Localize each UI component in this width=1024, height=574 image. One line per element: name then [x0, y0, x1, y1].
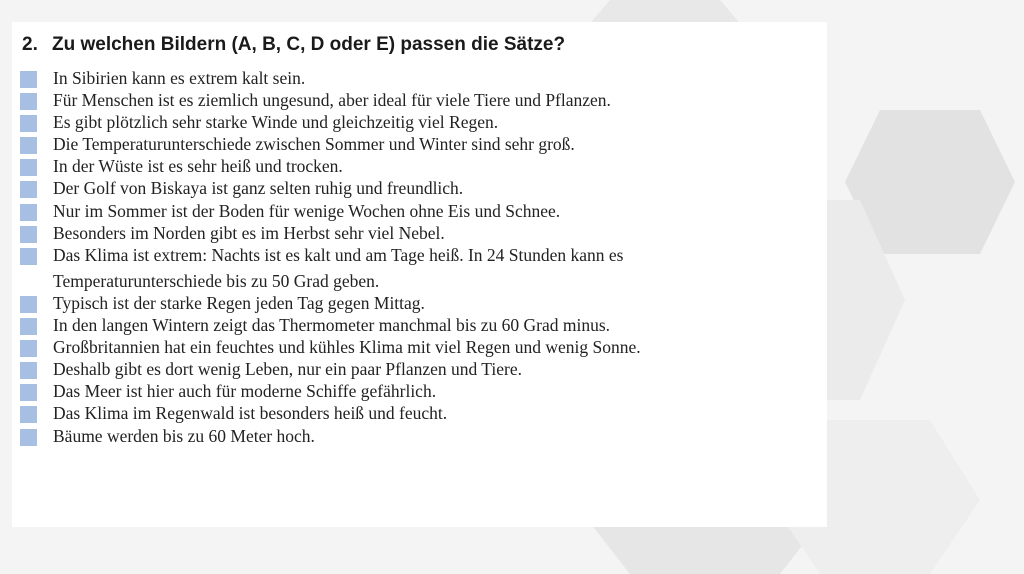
- sentence-text: [53, 242, 624, 294]
- sentence-text: [53, 423, 315, 449]
- answer-box[interactable]: [20, 181, 37, 198]
- exercise-number: 2.: [22, 34, 38, 55]
- answer-box[interactable]: [20, 429, 37, 446]
- answer-box[interactable]: [20, 115, 37, 132]
- answer-box[interactable]: [20, 296, 37, 313]
- sentence-line: Großbritannien hat ein feuchtes und kühles Klima mit viel Regen und wenig Sonne.: [53, 337, 641, 358]
- sentence-item: [20, 246, 641, 294]
- answer-box[interactable]: [20, 248, 37, 265]
- worksheet-page: [12, 22, 827, 527]
- sentence-line: In der Wüste ist es sehr heiß und trocken.: [53, 156, 343, 177]
- answer-box[interactable]: [20, 340, 37, 357]
- sentence-line: Deshalb gibt es dort wenig Leben, nur ein paar Pflanzen und Tiere.: [53, 359, 522, 380]
- sentence-line: Das Klima im Regenwald ist besonders heiß und feucht.: [53, 403, 448, 424]
- sentence-line: Das Meer ist hier auch für moderne Schiffe gefährlich.: [53, 381, 437, 402]
- sentence-line: In Sibirien kann es extrem kalt sein.: [53, 68, 306, 88]
- answer-box[interactable]: [20, 159, 37, 176]
- answer-box[interactable]: [20, 362, 37, 379]
- sentence-line: Es gibt plötzlich sehr starke Winde und gleichzeitig viel Regen.: [53, 112, 499, 133]
- sentence-line: Typisch ist der starke Regen jeden Tag gegen Mittag.: [53, 292, 425, 313]
- sentence-item: [20, 427, 641, 449]
- answer-box[interactable]: [20, 318, 37, 335]
- sentence-line: In den langen Wintern zeigt das Thermometer manchmal bis zu 60 Grad minus.: [53, 315, 611, 336]
- exercise-question: Zu welchen Bildern (A, B, C, D oder E) passen die Sätze?: [52, 34, 566, 55]
- answer-box[interactable]: [20, 406, 37, 423]
- sentence-line: Besonders im Norden gibt es im Herbst sehr viel Nebel.: [53, 222, 445, 243]
- sentence-line: Temperaturunterschiede bis zu 50 Grad geben.: [53, 270, 380, 291]
- sentence-line: Der Golf von Biskaya ist ganz selten ruhig und freundlich.: [53, 178, 464, 199]
- answer-box[interactable]: [20, 226, 37, 243]
- answer-box[interactable]: [20, 137, 37, 154]
- exercise-heading: [22, 33, 565, 57]
- sentence-line: Die Temperaturunterschiede zwischen Sommer und Winter sind sehr groß.: [53, 134, 575, 155]
- answer-box[interactable]: [20, 204, 37, 221]
- sentence-line: Das Klima ist extrem: Nachts ist es kalt und am Tage heiß. In 24 Stunden kann es: [53, 244, 624, 265]
- sentence-line: Nur im Sommer ist der Boden für wenige Wochen ohne Eis und Schnee.: [53, 200, 561, 221]
- answer-box[interactable]: [20, 384, 37, 401]
- sentence-list: [20, 69, 641, 449]
- answer-box[interactable]: [20, 71, 37, 88]
- sentence-line: Für Menschen ist es ziemlich ungesund, aber ideal für viele Tiere und Pflanzen.: [53, 90, 611, 111]
- answer-box[interactable]: [20, 93, 37, 110]
- sentence-line: Bäume werden bis zu 60 Meter hoch.: [53, 425, 315, 446]
